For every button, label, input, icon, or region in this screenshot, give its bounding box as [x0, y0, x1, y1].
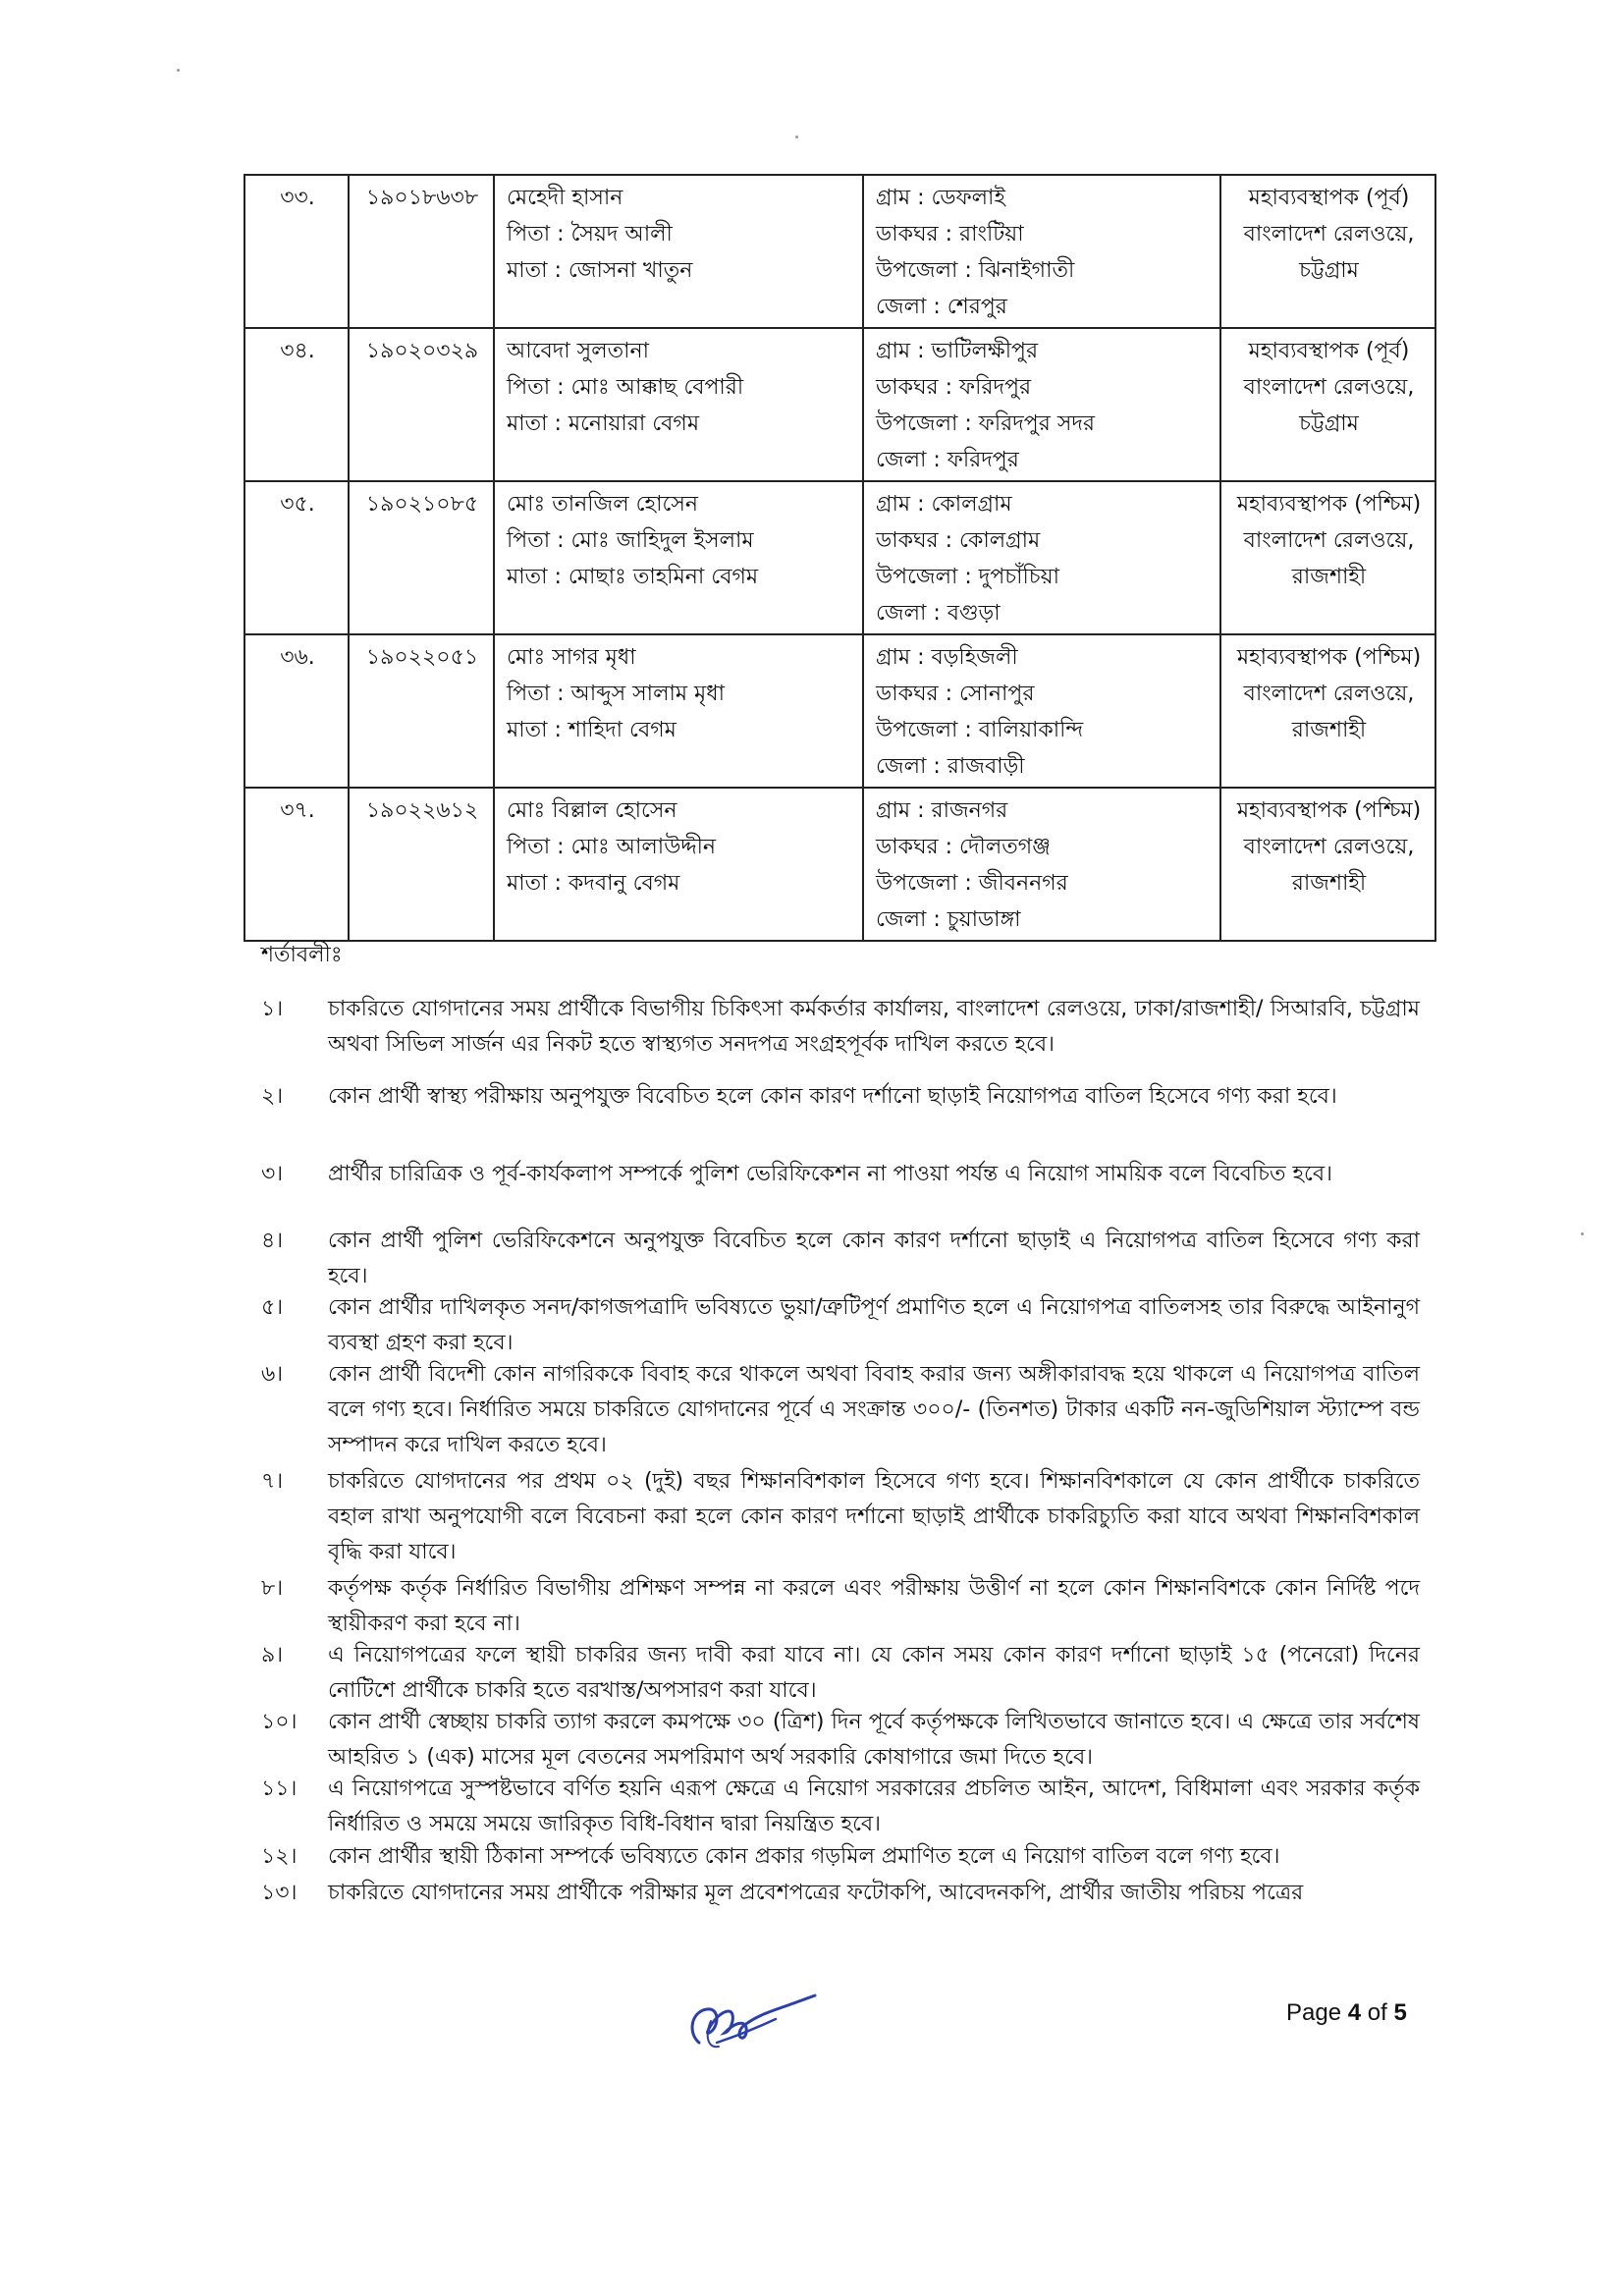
- roll-cell: [349, 328, 494, 481]
- condition-item: [261, 1290, 1420, 1361]
- condition-item: [261, 1638, 1420, 1709]
- condition-item: [261, 1839, 1420, 1875]
- cell-village: গ্রাম : কোলগ্রাম: [876, 492, 1012, 517]
- cell-sl: ৩৩.: [280, 186, 315, 210]
- cell-village: গ্রাম : ডেফলাই: [876, 186, 1005, 210]
- table-row: [244, 328, 1435, 481]
- serial-cell: [244, 328, 349, 481]
- address-cell: [863, 634, 1220, 788]
- cell-village: গ্রাম : রাজনগর: [876, 798, 1008, 823]
- posting-cell: [1220, 788, 1435, 941]
- posting-cell: [1220, 175, 1435, 328]
- cell-name: মেহেদী হাসান: [507, 186, 623, 210]
- name-cell: [494, 788, 863, 941]
- cell-sl: ৩৫.: [280, 492, 315, 517]
- posting-cell: [1220, 634, 1435, 788]
- page-current: 4: [1347, 1999, 1362, 2026]
- conditions-title: শর্তাবলীঃ: [261, 943, 343, 967]
- condition-number: ২।: [261, 1084, 284, 1109]
- table-row: [244, 481, 1435, 634]
- condition-number: ৭।: [261, 1469, 284, 1494]
- address-cell: [863, 788, 1220, 941]
- cell-mother: মাতা : মনোয়ারা বেগম: [507, 411, 700, 436]
- cell-office-2: বাংলাদেশ রেলওয়ে,: [1243, 375, 1415, 400]
- cell-sl: ৩৭.: [280, 798, 315, 823]
- cell-office-2: বাংলাদেশ রেলওয়ে,: [1243, 835, 1415, 859]
- page-of: of: [1367, 1999, 1387, 2026]
- scan-speck: [177, 69, 180, 72]
- name-cell: [494, 634, 863, 788]
- roll-cell: [349, 481, 494, 634]
- cell-district: জেলা : ফরিদপুর: [876, 448, 1019, 472]
- cell-mother: মাতা : জোসনা খাতুন: [507, 258, 693, 283]
- name-cell: [494, 481, 863, 634]
- condition-text: চাকরিতে যোগদানের সময় প্রার্থীকে বিভাগীয় চিকিৎসা কর্মকর্তার কার্যালয়, বাংলাদেশ রেলওয়ে, ঢাকা/রাজশাহী/ সিআরবি, চট্টগ্রাম অথবা সিভিল সার্জন এর নিকট হতে স্বাস্থ্যগত সনদপত্র সংগ্রহপূর্বক দাখিল করতে হবে।: [328, 997, 1420, 1057]
- condition-item: [261, 1772, 1420, 1842]
- cell-sl: ৩৬.: [280, 645, 315, 670]
- candidate-table: [244, 174, 1436, 942]
- cell-sl: ৩৪.: [280, 339, 315, 363]
- cell-village: গ্রাম : বড়হিজলী: [876, 645, 1018, 670]
- roll-cell: [349, 788, 494, 941]
- cell-name: মোঃ বিল্লাল হোসেন: [507, 798, 677, 823]
- condition-text: কোন প্রার্থীর স্থায়ী ঠিকানা সম্পর্কে ভবিষ্যতে কোন প্রকার গড়মিল প্রমাণিত হলে এ নিয়োগ বাতিল বলে গণ্য হবে।: [328, 1844, 1280, 1869]
- condition-number: ১৩।: [261, 1881, 298, 1905]
- cell-father: পিতা : মোঃ আক্কাছ বেপারী: [507, 375, 744, 400]
- cell-post-office: ডাকঘর : রাংটিয়া: [876, 222, 1024, 246]
- condition-text: কোন প্রার্থীর দাখিলকৃত সনদ/কাগজপত্রাদি ভবিষ্যতে ভুয়া/ত্রুটিপূর্ণ প্রমাণিত হলে এ নিয়োগপত্র বাতিলসহ তার বিরুদ্ধে আইনানুগ ব্যবস্থা গ্রহণ করা হবে।: [328, 1295, 1420, 1355]
- cell-upazila: উপজেলা : বালিয়াকান্দি: [876, 718, 1084, 742]
- cell-father: পিতা : মোঃ জাহিদুল ইসলাম: [507, 528, 754, 553]
- serial-cell: [244, 481, 349, 634]
- posting-cell: [1220, 481, 1435, 634]
- cell-mother: মাতা : শাহিদা বেগম: [507, 718, 677, 742]
- condition-number: ৪।: [261, 1229, 284, 1253]
- address-cell: [863, 328, 1220, 481]
- scan-speck: [795, 136, 798, 138]
- cell-office-3: রাজশাহী: [1291, 718, 1367, 742]
- cell-roll: ১৯০১৮৬৩৮: [365, 186, 479, 210]
- cell-roll: ১৯০২০৩২৯: [365, 339, 479, 363]
- page-number: [1286, 1999, 1407, 2027]
- cell-name: মোঃ তানজিল হোসেন: [507, 492, 698, 517]
- serial-cell: [244, 175, 349, 328]
- table-row: [244, 634, 1435, 788]
- cell-district: জেলা : রাজবাড়ী: [876, 754, 1025, 779]
- cell-office-3: রাজশাহী: [1291, 871, 1367, 896]
- condition-item: [261, 1224, 1420, 1294]
- cell-office-1: মহাব্যবস্থাপক (পশ্চিম): [1236, 645, 1422, 670]
- cell-mother: মাতা : কদবানু বেগম: [507, 871, 680, 896]
- cell-upazila: উপজেলা : ফরিদপুর সদর: [876, 411, 1096, 436]
- condition-text: কোন প্রার্থী পুলিশ ভেরিফিকেশনে অনুপযুক্ত বিবেচিত হলে কোন কারণ দর্শানো ছাড়াই এ নিয়োগপত্র বাতিল হিসেবে গণ্য করা হবে।: [328, 1229, 1420, 1288]
- serial-cell: [244, 788, 349, 941]
- roll-cell: [349, 175, 494, 328]
- cell-office-1: মহাব্যবস্থাপক (পূর্ব): [1248, 186, 1410, 210]
- condition-text: কর্তৃপক্ষ কর্তৃক নির্ধারিত বিভাগীয় প্রশিক্ষণ সম্পন্ন না করলে এবং পরীক্ষায় উত্তীর্ণ না হলে কোন শিক্ষানবিশকে কোন নির্দিষ্ট পদে স্থায়ীকরণ করা হবে না।: [328, 1576, 1420, 1636]
- name-cell: [494, 328, 863, 481]
- cell-district: জেলা : বগুড়া: [876, 601, 1001, 626]
- condition-text: চাকরিতে যোগদানের পর প্রথম ০২ (দুই) বছর শিক্ষানবিশকাল হিসেবে গণ্য হবে। শিক্ষানবিশকালে যে কোন প্রার্থীকে চাকরিতে বহাল রাখা অনুপযোগী বলে বিবেচনা করা হলে কোন কারণ দর্শানো ছাড়াই প্রার্থীকে চাকরিচ্যুতি করা যাবে অথবা শিক্ষানবিশকাল বৃদ্ধি করা যাবে।: [328, 1469, 1420, 1564]
- condition-number: ৯।: [261, 1643, 284, 1667]
- condition-text: এ নিয়োগপত্রের ফলে স্থায়ী চাকরির জন্য দাবী করা যাবে না। যে কোন সময় কোন কারণ দর্শানো ছাড়াই ১৫ (পনেরো) দিনের নোটিশে প্রার্থীকে চাকরি হতে বরখাস্ত/অপসারণ করা যাবে।: [328, 1643, 1420, 1703]
- condition-item: [261, 1571, 1420, 1642]
- cell-district: জেলা : শেরপুর: [876, 295, 1007, 319]
- cell-office-2: বাংলাদেশ রেলওয়ে,: [1243, 222, 1415, 246]
- cell-office-3: চট্টগ্রাম: [1299, 411, 1359, 436]
- cell-office-3: রাজশাহী: [1291, 565, 1367, 589]
- condition-item: [261, 1357, 1420, 1463]
- condition-item: [261, 1705, 1420, 1776]
- scan-speck: [1581, 1232, 1584, 1235]
- condition-number: ৫।: [261, 1295, 284, 1320]
- cell-father: পিতা : সৈয়দ আলী: [507, 222, 673, 246]
- cell-office-1: মহাব্যবস্থাপক (পশ্চিম): [1236, 492, 1422, 517]
- cell-roll: ১৯০২১০৮৫: [365, 492, 479, 517]
- posting-cell: [1220, 328, 1435, 481]
- condition-number: ৬।: [261, 1362, 284, 1387]
- cell-mother: মাতা : মোছাঃ তাহমিনা বেগম: [507, 565, 759, 589]
- condition-text: প্রার্থীর চারিত্রিক ও পূর্ব-কার্যকলাপ সম্পর্কে পুলিশ ভেরিফিকেশন না পাওয়া পর্যন্ত এ নিয়োগ সাময়িক বলে বিবেচিত হবে।: [328, 1162, 1332, 1186]
- cell-village: গ্রাম : ভাটিলক্ষীপুর: [876, 339, 1039, 363]
- cell-father: পিতা : মোঃ আলাউদ্দীন: [507, 835, 717, 859]
- page-label: Page: [1286, 1999, 1342, 2026]
- condition-item: [261, 992, 1420, 1063]
- condition-text: কোন প্রার্থী বিদেশী কোন নাগরিককে বিবাহ করে থাকলে অথবা বিবাহ করার জন্য অঙ্গীকারাবদ্ধ হয়ে থাকলে এ নিয়োগপত্র বাতিল বলে গণ্য হবে। নির্ধারিত সময়ে চাকরিতে যোগদানের পূর্বে এ সংক্রান্ত ৩০০/- (তিনশত) টাকার একটি নন-জুডিশিয়াল স্ট্যাম্পে বন্ড সম্পাদন করে দাখিল করতে হবে।: [328, 1362, 1420, 1457]
- condition-number: ৩।: [261, 1162, 284, 1186]
- cell-office-2: বাংলাদেশ রেলওয়ে,: [1243, 682, 1415, 706]
- signature-icon: [677, 1982, 835, 2070]
- cell-upazila: উপজেলা : জীবননগর: [876, 871, 1068, 896]
- cell-name: আবেদা সুলতানা: [507, 339, 650, 363]
- cell-name: মোঃ সাগর মৃধা: [507, 645, 636, 670]
- condition-item: [261, 1464, 1420, 1570]
- condition-number: ১।: [261, 997, 284, 1021]
- cell-post-office: ডাকঘর : কোলগ্রাম: [876, 528, 1041, 553]
- cell-post-office: ডাকঘর : দৌলতগঞ্জ: [876, 835, 1051, 859]
- cell-office-1: মহাব্যবস্থাপক (পশ্চিম): [1236, 798, 1422, 823]
- name-cell: [494, 175, 863, 328]
- address-cell: [863, 481, 1220, 634]
- cell-roll: ১৯০২২০৫১: [365, 645, 479, 670]
- roll-cell: [349, 634, 494, 788]
- cell-post-office: ডাকঘর : সোনাপুর: [876, 682, 1035, 706]
- serial-cell: [244, 634, 349, 788]
- condition-text: চাকরিতে যোগদানের সময় প্রার্থীকে পরীক্ষার মূল প্রবেশপত্রের ফটোকপি, আবেদনকপি, প্রার্থীর জাতীয় পরিচয় পত্রের: [328, 1881, 1304, 1905]
- condition-text: কোন প্রার্থী স্বাস্থ্য পরীক্ষায় অনুপযুক্ত বিবেচিত হলে কোন কারণ দর্শানো ছাড়াই নিয়োগপত্র বাতিল হিসেবে গণ্য করা হবে।: [328, 1084, 1337, 1109]
- cell-office-1: মহাব্যবস্থাপক (পূর্ব): [1248, 339, 1410, 363]
- condition-item: [261, 1876, 1420, 1911]
- address-cell: [863, 175, 1220, 328]
- cell-upazila: উপজেলা : দুপচাঁচিয়া: [876, 565, 1060, 589]
- condition-item: [261, 1079, 1420, 1115]
- cell-roll: ১৯০২২৬১২: [365, 798, 479, 823]
- cell-district: জেলা : চুয়াডাঙ্গা: [876, 907, 1021, 932]
- table-row: [244, 788, 1435, 941]
- cell-father: পিতা : আব্দুস সালাম মৃধা: [507, 682, 725, 706]
- cell-upazila: উপজেলা : ঝিনাইগাতী: [876, 258, 1075, 283]
- cell-office-2: বাংলাদেশ রেলওয়ে,: [1243, 528, 1415, 553]
- condition-number: ১০।: [261, 1710, 298, 1734]
- cell-office-3: চট্টগ্রাম: [1299, 258, 1359, 283]
- condition-text: এ নিয়োগপত্রে সুস্পষ্টভাবে বর্ণিত হয়নি এরূপ ক্ষেত্রে এ নিয়োগ সরকারের প্রচলিত আইন, আদেশ, বিধিমালা এবং সরকার কর্তৃক নির্ধারিত ও সময়ে সময়ে জারিকৃত বিধি-বিধান দ্বারা নিয়ন্ত্রিত হবে।: [328, 1777, 1420, 1836]
- condition-item: [261, 1157, 1420, 1192]
- condition-number: ১১।: [261, 1777, 298, 1801]
- page-total: 5: [1393, 1999, 1407, 2026]
- condition-number: ১২।: [261, 1844, 298, 1869]
- condition-number: ৮।: [261, 1576, 284, 1601]
- condition-text: কোন প্রার্থী স্বেচ্ছায় চাকরি ত্যাগ করলে কমপক্ষে ৩০ (ত্রিশ) দিন পূর্বে কর্তৃপক্ষকে লিখিতভাবে জানাতে হবে। এ ক্ষেত্রে তার সর্বশেষ আহরিত ১ (এক) মাসের মূল বেতনের সমপরিমাণ অর্থ সরকারি কোষাগারে জমা দিতে হবে।: [328, 1710, 1420, 1770]
- cell-post-office: ডাকঘর : ফরিদপুর: [876, 375, 1032, 400]
- table-row: [244, 175, 1435, 328]
